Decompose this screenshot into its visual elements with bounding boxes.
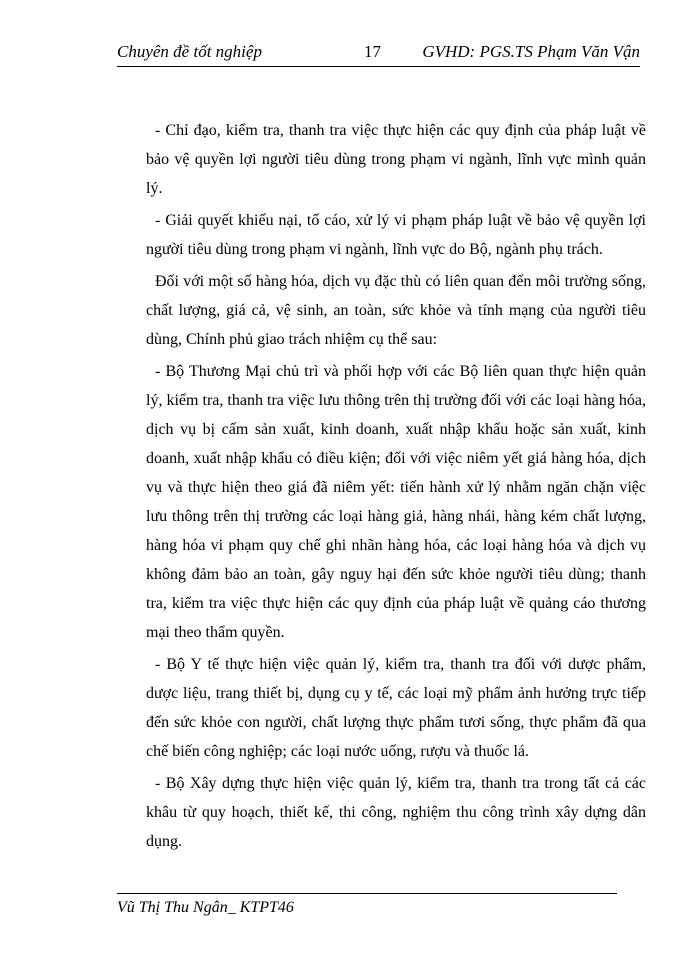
paragraph: - Bộ Y tế thực hiện việc quản lý, kiểm tra, thanh tra đối với dược phẩm, dược liệu, trang thiết bị, dụng cụ y tế, các loại mỹ phẩm ảnh hưởng trực tiếp đến sức khỏe con người, chất lượng thực phẩm tươi sống, thực phẩm đã qua chế biến công nghiệp; các loại nước uống, rượu và thuốc lá.: [146, 656, 646, 760]
paragraph: - Giải quyết khiếu nại, tố cáo, xử lý vi phạm pháp luật về bảo vệ quyền lợi người tiêu dùng trong phạm vi ngành, lĩnh vực do Bộ, ngành phụ trách.: [146, 212, 646, 258]
paragraph: - Bộ Xây dựng thực hiện việc quản lý, kiểm tra, thanh tra trong tất cả các khâu từ quy hoạch, thiết kế, thi công, nghiệm thu công trình xây dựng dân dụng.: [146, 775, 646, 850]
header-supervisor: GVHD: PGS.TS Phạm Văn Vận: [422, 42, 640, 61]
paragraph: Đối với một số hàng hóa, dịch vụ đặc thù có liên quan đến môi trường sống, chất lượng, giá cả, vệ sinh, an toàn, sức khỏe và tính mạng của người tiêu dùng, Chính phủ giao trách nhiệm cụ thể sau:: [146, 273, 646, 348]
footer-divider: [117, 893, 617, 894]
document-body: [146, 116, 646, 859]
page-number: 17: [364, 42, 381, 61]
paragraph: - Chỉ đạo, kiểm tra, thanh tra việc thực hiện các quy định của pháp luật về bảo vệ quyền lợi người tiêu dùng trong phạm vi ngành, lĩnh vực mình quản lý.: [146, 122, 646, 197]
footer-author: Vũ Thị Thu Ngân_ KTPT46: [117, 899, 294, 916]
paragraph: - Bộ Thương Mại chủ trì và phối hợp với các Bộ liên quan thực hiện quản lý, kiểm tra, thanh tra việc lưu thông trên thị trường đối với các loại hàng hóa, dịch vụ bị cấm sản xuất, kinh doanh, xuất nhập khẩu hoặc sản xuất, kinh doanh, xuất nhập khẩu có điều kiện; đối với việc niêm yết giá hàng hóa, dịch vụ và thực hiện theo giá đã niêm yết: tiến hành xử lý nhằm ngăn chặn việc lưu thông trên thị trường các loại hàng giả, hàng nhái, hàng kém chất lượng, hàng hóa vi phạm quy chế ghi nhãn hàng hóa, các loại hàng hóa và dịch vụ không đảm bảo an toàn, gây nguy hại đến sức khỏe người tiêu dùng; thanh tra, kiểm tra việc thực hiện các quy định của pháp luật về quảng cáo thương mại theo thẩm quyền.: [146, 363, 646, 641]
page-header: [117, 40, 640, 67]
header-title: Chuyên đề tốt nghiệp: [117, 42, 262, 61]
